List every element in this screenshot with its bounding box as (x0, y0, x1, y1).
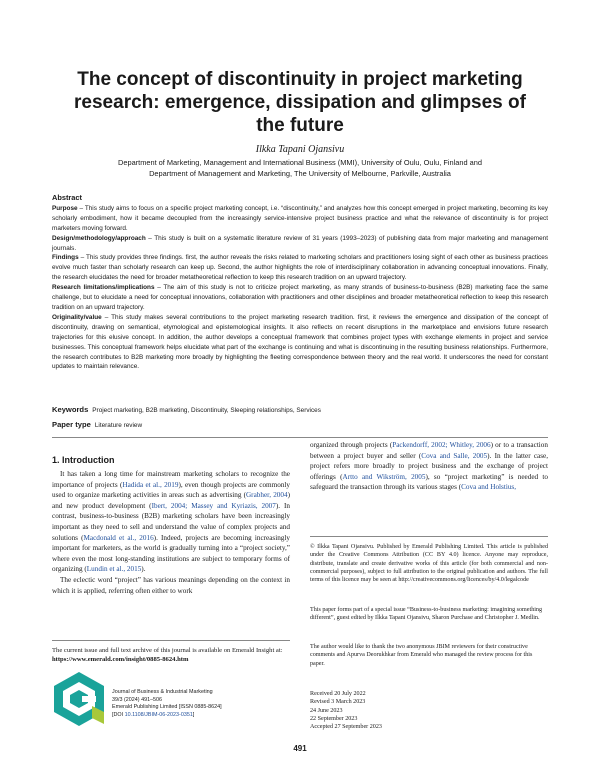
body-text: It has taken a long time for mainstream marketing scholars to recognize the importance of projects ( (52, 470, 290, 489)
doi-prefix: [DOI (112, 711, 125, 718)
abstract-label: Purpose (52, 204, 78, 212)
left-column (52, 455, 290, 596)
abstract-design (52, 234, 548, 254)
abstract-text: – This study makes several contributions to the project marketing research tradition. first, it reviews the emergence and dissipation of the concept of discontinuity, drawing on semantical, etymological and epistemological insights. It also reflects on recent disruptions in the marketplace and envisions future research trajectories for this elusive concept. In addition, the author develops a conceptual framework that combines project types with exchange elements in project and service businesses. This conceptual framework helps elucidate what part of the exchange is continuing and what is discontinuing in the resulting business relationships. Furthermore, the research contributes to B2B marketing more broadly by highlighting the fleeting correspondence between theory and the real world. It underscores the need for constant updates to maintain relevance. (52, 313, 548, 371)
abstract-text: – The aim of this study is not to criticize project marketing, as many strands of business-to-business (B2B) marketing face the same challenge, but to elucidate a need for conceptual innovations, collaboration with practitioners and other disciplines and broader metatheoretical reflection to keep this research tradition on an upward trajectory. (52, 284, 548, 311)
intro-paragraph-1 (52, 469, 290, 575)
body-text: ). In contrast, business-to-business (B2B) marketing scholars have been increasingly important as they need to sell and understand the value of complex projects and solutions ( (52, 501, 290, 542)
article-title: The concept of discontinuity in project marketing research: emergence, dissipation and glimpses of the future (74, 69, 526, 136)
article-dates (310, 690, 548, 731)
abstract-limitations (52, 283, 548, 313)
date-line: 22 September 2023 (310, 715, 358, 722)
keywords-label: Keywords (52, 405, 89, 414)
date-line: Revised 3 March 2023 (310, 699, 366, 706)
paper-type-label: Paper type (52, 420, 91, 429)
abstract-label: Design/methodology/approach (52, 234, 146, 242)
right-column (310, 440, 548, 493)
footnote-divider (52, 640, 290, 641)
date-line: 24 June 2023 (310, 707, 343, 714)
body-text: ). In the latter case, project refers more broadly to project business and the exchange of project offerings ( (310, 451, 549, 481)
paper-type (52, 420, 142, 429)
journal-volume: 39/3 (2024) 491–506 (112, 696, 163, 703)
abstract-label: Originality/value (52, 313, 102, 321)
affiliation (52, 158, 548, 179)
body-text: ) and new product development ( (52, 491, 290, 510)
journal-doi (112, 712, 222, 720)
body-text: organized through projects ( (310, 441, 393, 449)
abstract-originality (52, 313, 548, 372)
citation-link[interactable]: Cova and Holstius, (461, 483, 517, 492)
abstract-heading: Abstract (52, 193, 82, 202)
citation-link[interactable]: Packendorff, 2002; Whitley, 2006 (392, 441, 491, 449)
affiliation-line: Department of Marketing, Management and International Business (MMI), University of Oulu, Oulu, Finland and (118, 158, 482, 167)
abstract (52, 193, 548, 372)
body-text: ). (141, 565, 146, 574)
citation-link[interactable]: Hadida et al., 2019 (122, 480, 179, 489)
doi-link[interactable]: 10.1108/JBIM-06-2023-0351 (124, 711, 193, 718)
citation-link[interactable]: Macdonald et al., 2016 (83, 533, 154, 542)
section-heading: 1. Introduction (52, 455, 115, 465)
access-url[interactable]: https://www.emerald.com/insight/0885-8624.htm (52, 656, 189, 664)
body-text: ), even though projects are commonly used to organize marketing activities in areas such as advertising ( (52, 480, 291, 500)
abstract-label: Research limitations/implications (52, 284, 155, 292)
citation-link[interactable]: Lundin et al., 2015 (86, 565, 142, 574)
emerald-logo-icon (52, 670, 106, 728)
author-name: Ilkka Tapani Ojansivu (255, 144, 345, 155)
access-note (52, 646, 290, 665)
paper-type-value: Literature review (94, 422, 143, 429)
license-divider (310, 536, 548, 537)
affiliation-line: Department of Management and Marketing, The University of Melbourne, Parkville, Australia (149, 168, 451, 178)
date-line: Received 20 July 2022 (310, 691, 366, 697)
keywords (52, 405, 321, 414)
abstract-text: – This study is built on a systematic literature review of 31 years (1993–2023) of publishing data from major marketing and management journals. (52, 234, 548, 252)
abstract-text: – This study aims to focus on a specific project marketing concept, i.e. “discontinuity,” and analyzes how this concept emerged in project marketing, becoming its key scholarly embodiment, how it became decoupled from the increasingly service-intensive project business practice and what the relevance of discontinuity is for project marketers moving forward. (52, 204, 548, 232)
journal-info (112, 689, 222, 719)
citation-link[interactable]: Cova and Salle, 2005 (421, 451, 488, 460)
citation-link[interactable]: Ibert, 2004; Massey and Kyriazis, 2007 (151, 501, 276, 510)
abstract-findings (52, 253, 548, 283)
abstract-purpose (52, 204, 548, 234)
abstract-text: – This study provides three findings. first, the author reveals the risks related to marketing scholars and practitioners losing sight of each other as business practices evolve much faster than scholarly research can keep up. Second, the author highlights the role of interdisciplinary collaboration in advancing conceptual innovations. Finally, the research elucidates the need for broader metatheoretical reflection to keep this research tradition on an upward trajectory. (52, 254, 548, 282)
page-number: 491 (293, 744, 307, 753)
date-line: Accepted 27 September 2023 (310, 724, 382, 731)
special-issue-note: This paper forms part of a special issue “Business-to-business marketing: imagining something different”, guest edited by Ilkka Tapani Ojansivu, Sharon Purchase and Christopher J. Medlin. (310, 607, 543, 622)
abstract-label: Findings (52, 254, 79, 262)
citation-link[interactable]: Grabher, 2004 (245, 491, 288, 500)
intro-continued-paragraph (310, 440, 548, 493)
section-divider (52, 437, 548, 438)
keywords-value: Project marketing, B2B marketing, Discontinuity, Sleeping relationships, Services (92, 407, 321, 414)
acknowledgement: The author would like to thank the two anonymous JBIM reviewers for their constructive comments and Apurva Deorukhkar from Emerald who managed the review process for this paper. (310, 644, 533, 667)
doi-suffix: ] (192, 711, 195, 718)
body-text: ), so “project marketing” is needed to safeguard the transaction through its various stages ( (310, 472, 548, 492)
journal-name: Journal of Business & Industrial Marketing (112, 689, 213, 695)
citation-link[interactable]: Artto and Wikström, 2005 (342, 472, 426, 481)
license-text: © Ilkka Tapani Ojansivu. Published by Emerald Publishing Limited. This article is published under the Creative Commons Attribution (CC BY 4.0) licence. Anyone may reproduce, distribute, translate and create derivative works of this article (for both commercial and non-commercial purposes), subject to full attribution to the original publication and authors. The full terms of this licence may be seen at http://creativecommons.org/licences/by/4.0/legalcode (310, 544, 548, 584)
body-text: ) or to a transaction between a project buyer and seller ( (310, 441, 548, 460)
journal-publisher: Emerald Publishing Limited [ISSN 0885-8624] (112, 704, 222, 711)
body-text: ). Indeed, projects are becoming increasingly important for marketers, as the world is gradually turning into a “project society,” where even the most long-standing institutions are subject to temporary forms of organizing ( (52, 533, 290, 574)
access-note-text: The current issue and full text archive of this journal is available on Emerald Insight at: (52, 647, 283, 654)
intro-paragraph-2: The eclectic word “project” has various meanings depending on the context in which it is applied, referring often either to work (52, 575, 290, 595)
